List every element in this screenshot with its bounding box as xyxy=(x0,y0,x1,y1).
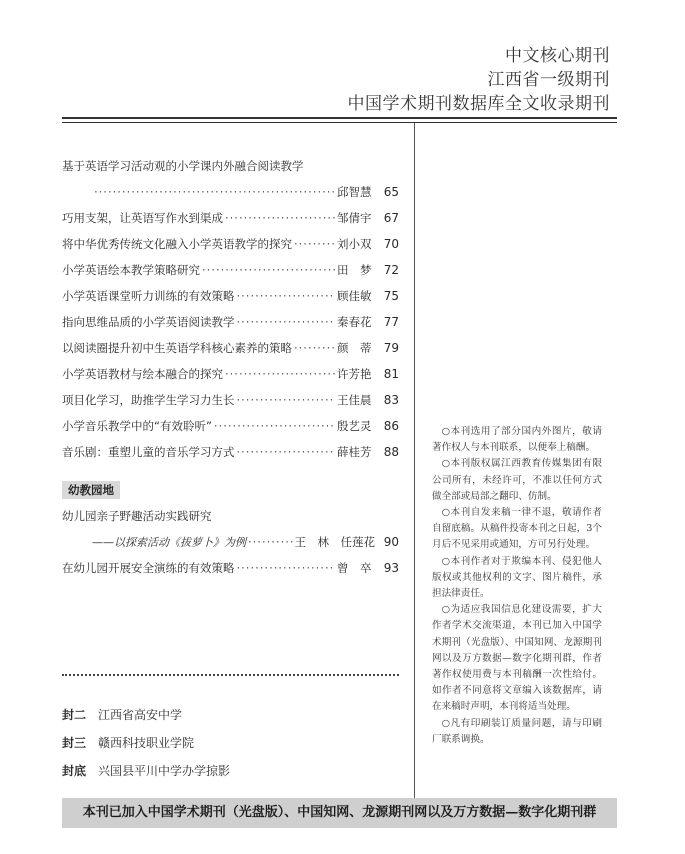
leader-dots xyxy=(214,413,335,439)
table-of-contents xyxy=(62,153,399,581)
header-rule-thick xyxy=(62,117,617,119)
cover-value: 江西省高安中学 xyxy=(98,708,183,722)
toc-entry-title: 巧用支架，让英语写作水到渠成 xyxy=(62,211,223,225)
toc-entry-page: 75 xyxy=(383,289,399,303)
toc-entry[interactable] xyxy=(62,361,399,387)
leader-dots xyxy=(237,309,336,335)
cover-value: 赣西科技职业学院 xyxy=(98,736,195,750)
leader-dots xyxy=(294,335,335,361)
header-line-database: 中国学术期刊数据库全文收录期刊 xyxy=(347,94,610,114)
header-rule-thin xyxy=(62,122,617,123)
toc-entry-author: 殷艺灵 xyxy=(337,419,372,433)
toc-entry-page: 70 xyxy=(383,237,399,251)
toc-entry-author: 许芳艳 xyxy=(337,367,372,381)
toc-entry-author: 邹倩宇 xyxy=(337,211,372,225)
toc-entry-title: 基于英语学习活动观的小学课内外融合阅读教学 xyxy=(62,159,304,173)
toc-entry-subtitle: ——以探索活动《拔萝卜》为例 xyxy=(92,536,246,549)
section-label-kindergarten: 幼教园地 xyxy=(62,481,120,499)
toc-entry[interactable] xyxy=(62,503,399,555)
toc-entry-title: 小学英语绘本教学策略研究 xyxy=(62,263,200,277)
notice-item: ○本刊选用了部分国内外图片，敬请著作权人与本刊联系，以便奉上稿酬。 xyxy=(432,426,602,454)
toc-entry-author: 曾 卒 xyxy=(337,561,372,575)
toc-entry-page: 88 xyxy=(383,445,399,459)
toc-entry-page: 77 xyxy=(383,315,399,329)
toc-entry-title: 在幼儿园开展安全演练的有效策略 xyxy=(62,561,235,575)
cover-row xyxy=(62,729,399,757)
toc-entry-page: 93 xyxy=(383,561,399,575)
toc-entry[interactable] xyxy=(62,309,399,335)
notice-item: ○凡有印刷装订质量问题，请与印刷厂联系调换。 xyxy=(432,717,602,745)
toc-entry[interactable] xyxy=(62,257,399,283)
notice-item: ○为适应我国信息化建设需要，扩大作者学术交流渠道，本刊已加入中国学术期刊（光盘版）、中国知网、龙源期刊网以及万方数据—数字化期刊群，作者著作权使用费与本刊稿酬一次性给付。如作者不同意将文章编入该数据库，请在来稿时声明，本刊将适当处理。 xyxy=(432,604,602,713)
toc-entry-title: 将中华优秀传统文化融入小学英语教学的探究 xyxy=(62,237,292,251)
leader-dots xyxy=(94,179,335,205)
toc-entry-page: 83 xyxy=(383,393,399,407)
toc-entry-author: 刘小双 xyxy=(337,237,372,251)
notice-item: ○本刊自发来稿一律不退，敬请作者自留底稿。从稿件投寄本刊之日起，3个月后不见采用或通知，方可另行处理。 xyxy=(432,507,602,551)
cover-credits xyxy=(62,701,399,785)
toc-entry-page: 79 xyxy=(383,341,399,355)
toc-entry-title: 项目化学习，助推学生学习力生长 xyxy=(62,393,235,407)
cover-row xyxy=(62,701,399,729)
toc-entry-title: 小学音乐教学中的“有效聆听” xyxy=(62,419,212,433)
toc-entry[interactable] xyxy=(62,231,399,257)
toc-entry-page: 81 xyxy=(383,367,399,381)
toc-entry-author: 王 林 任莲花 xyxy=(294,535,375,549)
dotted-divider xyxy=(62,674,399,676)
toc-entry[interactable] xyxy=(62,439,399,465)
toc-entry-author: 秦春花 xyxy=(337,315,372,329)
toc-entry[interactable] xyxy=(62,283,399,309)
leader-dots xyxy=(237,387,336,413)
leader-dots xyxy=(237,555,336,581)
toc-entry[interactable] xyxy=(62,153,399,205)
toc-entry-title: 小学英语课堂听力训练的有效策略 xyxy=(62,289,235,303)
toc-entry-title: 音乐剧：重塑儿童的音乐学习方式 xyxy=(62,445,235,459)
toc-entry[interactable] xyxy=(62,387,399,413)
leader-dots xyxy=(202,257,335,283)
toc-entry-title: 小学英语教材与绘本融合的探究 xyxy=(62,367,223,381)
cover-label: 封三 xyxy=(62,736,87,750)
leader-dots xyxy=(294,231,335,257)
footer-banner: 本刊已加入中国学术期刊（光盘版）、中国知网、龙源期刊网以及万方数据—数字化期刊群 xyxy=(62,798,617,828)
leader-dots xyxy=(237,439,336,465)
toc-entry-title: 幼儿园亲子野趣活动实践研究 xyxy=(62,509,212,523)
cover-row xyxy=(62,757,399,785)
toc-entry-author: 田 梦 xyxy=(337,263,372,277)
toc-entry[interactable] xyxy=(62,335,399,361)
leader-dots xyxy=(225,205,335,231)
toc-entry[interactable] xyxy=(62,555,399,581)
toc-entry[interactable] xyxy=(62,205,399,231)
editorial-notice xyxy=(432,424,602,748)
cover-label: 封底 xyxy=(62,764,87,778)
leader-dots xyxy=(248,529,293,555)
header-line-core: 中文核心期刊 xyxy=(505,46,610,66)
header-line-provincial: 江西省一级期刊 xyxy=(487,70,610,90)
leader-dots xyxy=(237,283,336,309)
toc-entry-page: 86 xyxy=(383,419,399,433)
journal-header xyxy=(348,44,611,116)
toc-entry-author: 顾佳敏 xyxy=(337,289,372,303)
toc-entry-author: 邱智慧 xyxy=(337,185,372,199)
toc-entry-page: 65 xyxy=(383,185,399,199)
toc-entry-page: 67 xyxy=(383,211,399,225)
toc-entry-author: 王佳晨 xyxy=(337,393,372,407)
toc-entry-title: 以阅读圈提升初中生英语学科核心素养的策略 xyxy=(62,341,292,355)
toc-entry-page: 72 xyxy=(383,263,399,277)
toc-entry[interactable] xyxy=(62,413,399,439)
toc-entry-author: 颜 蒂 xyxy=(337,341,372,355)
cover-value: 兴国县平川中学办学掠影 xyxy=(98,764,231,778)
cover-label: 封二 xyxy=(62,708,87,722)
column-divider xyxy=(414,123,415,813)
toc-entry-title: 指向思维品质的小学英语阅读教学 xyxy=(62,315,235,329)
notice-item: ○本刊作者对于欺编本刊、侵犯他人版权或其他权利的文字、图片稿件，承担法律责任。 xyxy=(432,555,602,600)
leader-dots xyxy=(225,361,335,387)
notice-item: ○本刊版权属江西教育传媒集团有限公司所有，未经许可，不准以任何方式做全部或局部之翻印、仿制。 xyxy=(432,458,602,502)
toc-entry-author: 薛桂芳 xyxy=(337,445,372,459)
toc-entry-page: 90 xyxy=(383,535,399,549)
